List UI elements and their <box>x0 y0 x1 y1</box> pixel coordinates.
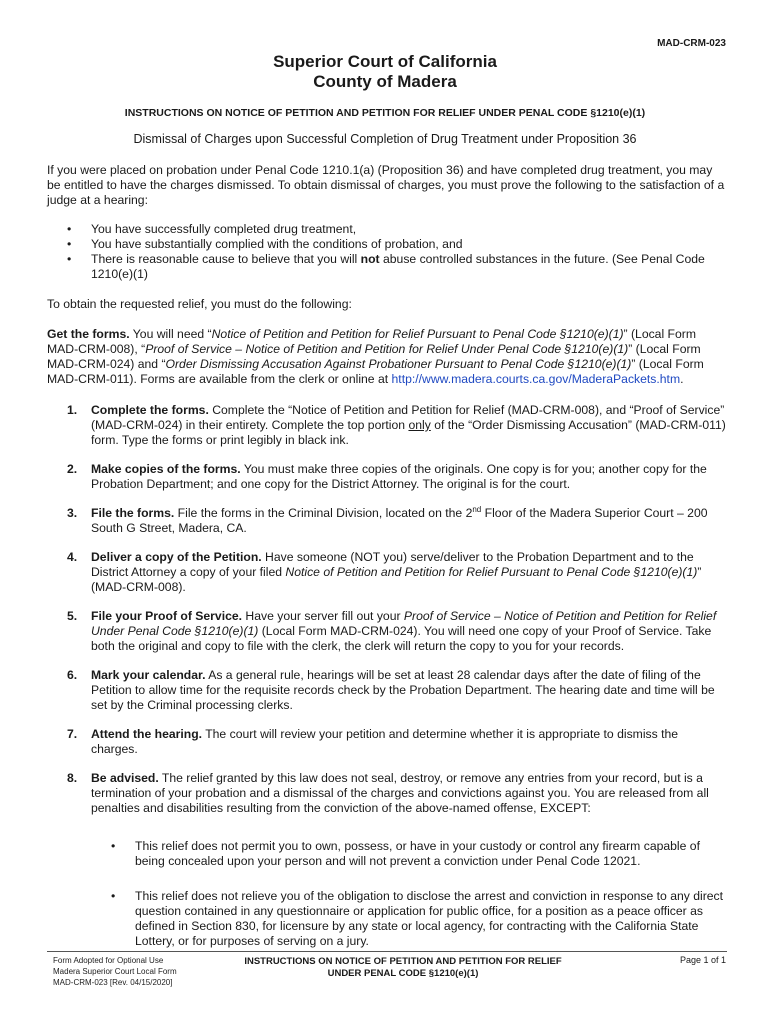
forms-link[interactable]: http://www.madera.courts.ca.gov/MaderaPackets.htm <box>391 372 681 386</box>
footer-form-info: Form Adopted for Optional Use Madera Superior Court Local Form MAD-CRM-023 [Rev. 04/15/2020] <box>53 956 177 987</box>
exception-item: • This relief does not relieve you of the obligation to disclose the arrest and conviction in response to any direct question contained in any questionnaire or application for public office, for a position as a peace officer as defined in Section 830, for licensure by any state or local agency, for contracting with the California State Lottery, or for purposes of serving on a jury. <box>111 889 724 948</box>
steps-list <box>47 403 727 949</box>
list-item: • You have successfully completed drug treatment, <box>67 222 357 236</box>
step-mark-calendar: 6. Mark your calendar. As a general rule, hearings will be set at least 28 calendar days after the date of filing of the Petition to allow time for the requisite records check by the Probation Department. The hearing date and time will be set by the Criminal processing clerks. <box>67 668 715 712</box>
court-name: Superior Court of California <box>273 52 497 71</box>
intro-paragraph: If you were placed on probation under Penal Code 1210.1(a) (Proposition 36) and have completed drug treatment, you may be entitled to have the charges dismissed. To obtain dismissal of charges, you must prove the following to the satisfaction of a judge at a hearing: <box>47 163 725 207</box>
list-item: • There is reasonable cause to believe that you will not abuse controlled substances in the future. (See Penal Code 1210(e)(1) <box>67 252 705 281</box>
step-proof-of-service: 5. File your Proof of Service. Have your server fill out your Proof of Service – Notice of Petition and Petition for Relief Under Penal Code §1210(e)(1) (Local Form MAD-CRM-024). You will need one copy of your Proof of Service. Take both the original and copy to file with the clerk, the clerk will return the copy to you for your records. <box>67 609 717 653</box>
step-deliver-copy: 4. Deliver a copy of the Petition. Have someone (NOT you) serve/deliver to the Probation Department and to the District Attorney a copy of your filed Notice of Petition and Petition for Relief Pursuant to Penal Code §1210(e)(1)” (MAD-CRM-008). <box>67 550 702 594</box>
footer-divider <box>47 951 727 952</box>
document-title: INSTRUCTIONS ON NOTICE OF PETITION AND PETITION FOR RELIEF UNDER PENAL CODE §1210(e)(1) <box>124 107 646 119</box>
list-item: • You have substantially complied with the conditions of probation, and <box>67 237 463 251</box>
page-number: Page 1 of 1 <box>679 955 726 965</box>
step-attend-hearing: 7. Attend the hearing. The court will review your petition and determine whether it is appropriate to dismiss the charges. <box>67 727 679 756</box>
get-forms-paragraph: Get the forms. You will need “Notice of Petition and Petition for Relief Pursuant to Penal Code §1210(e)(1)” (Local Form MAD-CRM-008), “Proof of Service – Notice of Petition and Petition for Relief Under Penal Code §1210(e)(1)” (Local Form MAD-CRM-024) and “Order Dismissing Accusation Against Probationer Pursuant to Penal Code §1210(e)(1)” (Local Form MAD-CRM-011). Forms are available from the clerk or online at http://www.madera.courts.ca.gov/MaderaPackets.htm. <box>47 327 704 386</box>
document-subtitle: Dismissal of Charges upon Successful Completion of Drug Treatment under Proposition 36 <box>133 132 637 146</box>
step-be-advised: 8. Be advised. The relief granted by this law does not seal, destroy, or remove any entries from your record, but is a termination of your probation and a dismissal of the charges and convictions against you. You are released from all penalties and disabilities resulting from the conviction of the above-named offense, EXCEPT: <box>67 771 709 815</box>
county-name: County of Madera <box>313 72 457 91</box>
step-complete-forms: 1. Complete the forms. Complete the “Notice of Petition and Petition for Relief (MAD-CRM-008), and “Proof of Service” (MAD-CRM-024) in their entirety. Complete the top portion only of the “Order Dismissing Accusation” (MAD-CRM-011) form. Type the forms or print legibly in black ink. <box>67 403 726 447</box>
step-file-forms: 3. File the forms. File the forms in the Criminal Division, located on the 2nd Floor of the Madera Superior Court – 200 South G Street, Madera, CA. <box>67 504 708 535</box>
requirements-list <box>47 222 727 282</box>
to-obtain-paragraph: To obtain the requested relief, you must do the following: <box>47 297 352 311</box>
exception-item: • This relief does not permit you to own, possess, or have in your custody or control any firearm capable of being concealed upon your person and will not prevent a conviction under Penal Code 12021. <box>111 839 700 868</box>
form-code: MAD-CRM-023 <box>657 38 726 49</box>
footer-title: INSTRUCTIONS ON NOTICE OF PETITION AND PETITION FOR RELIEF UNDER PENAL CODE §1210(e)(1) <box>244 956 562 979</box>
step-make-copies: 2. Make copies of the forms. You must make three copies of the originals. One copy is for you; another copy for the Probation Department; and one copy for the District Attorney. The original is for the court. <box>67 462 707 491</box>
